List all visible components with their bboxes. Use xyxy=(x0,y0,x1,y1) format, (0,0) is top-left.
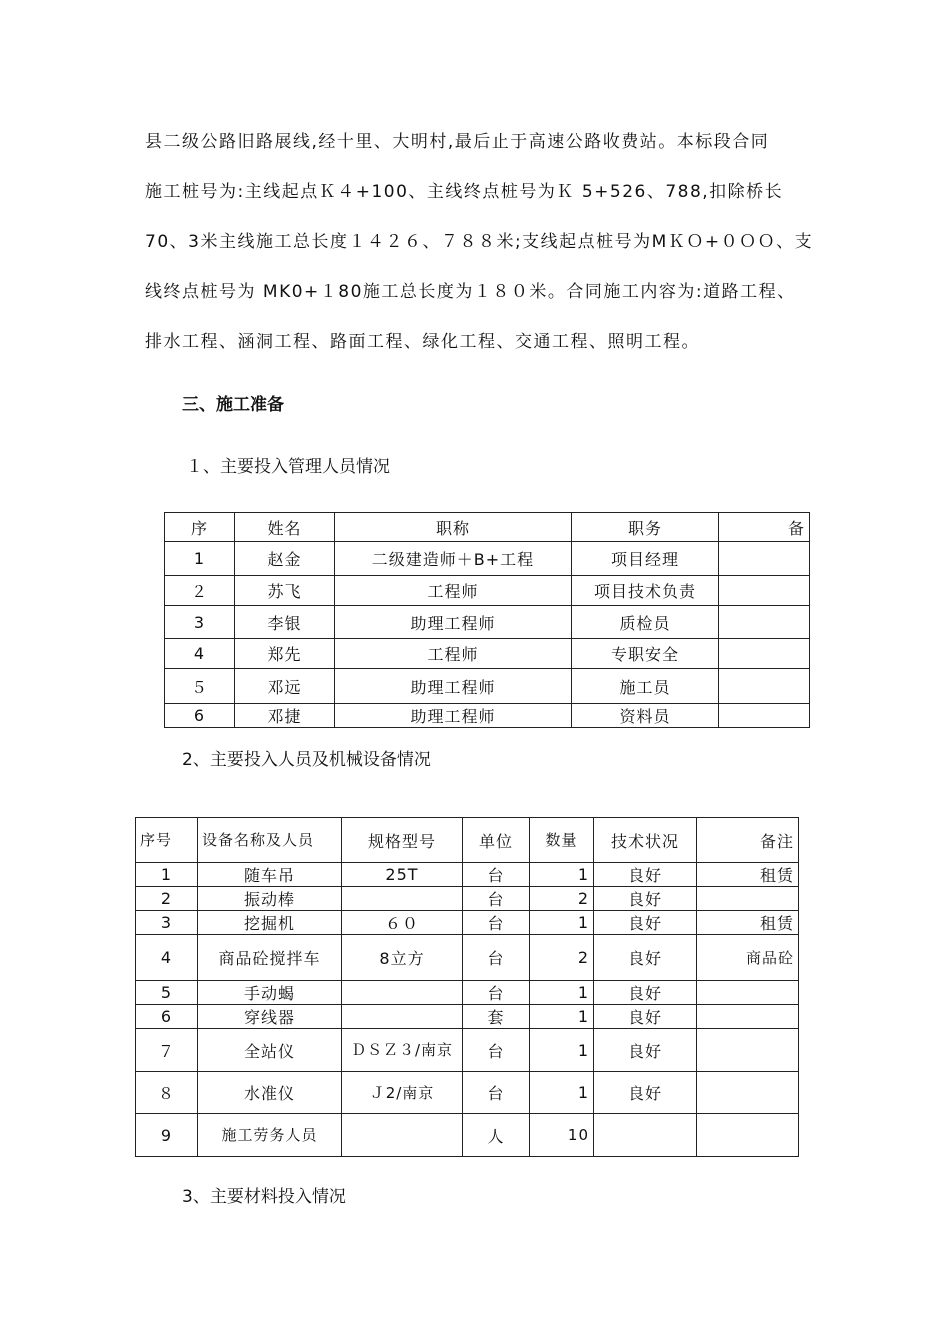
header-cell: 技术状况 xyxy=(594,818,697,863)
table-cell: 5 xyxy=(136,981,198,1005)
table-cell xyxy=(719,639,810,669)
table-cell: 10 xyxy=(530,1114,594,1157)
table-cell: 良好 xyxy=(594,981,697,1005)
table-cell: 套 xyxy=(463,1005,530,1029)
table-cell: 租赁 xyxy=(697,911,799,935)
table-cell: 台 xyxy=(463,1029,530,1072)
table-cell: 全站仪 xyxy=(198,1029,342,1072)
table-cell xyxy=(342,887,463,911)
table-cell xyxy=(697,1029,799,1072)
table-cell xyxy=(719,669,810,704)
table-cell xyxy=(719,606,810,639)
table-cell: 人 xyxy=(463,1114,530,1157)
table-row xyxy=(136,863,799,887)
table-cell: 良好 xyxy=(594,1005,697,1029)
table-row xyxy=(165,576,810,606)
table-cell: ６０ xyxy=(342,911,463,935)
table-cell: 良好 xyxy=(594,911,697,935)
table-cell: 台 xyxy=(463,887,530,911)
header-cell: 职称 xyxy=(335,513,572,542)
table-cell xyxy=(697,1005,799,1029)
table-cell: 良好 xyxy=(594,935,697,981)
table-cell: 项目技术负责 xyxy=(572,576,719,606)
header-cell: 规格型号 xyxy=(342,818,463,863)
table-cell: 2 xyxy=(530,887,594,911)
table-cell: 郑先 xyxy=(235,639,335,669)
subsection-heading-staff: １、主要投入管理人员情况 xyxy=(186,457,390,477)
header-cell: 序号 xyxy=(136,818,198,863)
table-cell: 良好 xyxy=(594,1029,697,1072)
table-cell: 工程师 xyxy=(335,576,572,606)
table-cell: 台 xyxy=(463,935,530,981)
table-cell xyxy=(342,1114,463,1157)
table-cell: 手动蝎 xyxy=(198,981,342,1005)
table-cell: 3 xyxy=(136,911,198,935)
table-row xyxy=(136,1029,799,1072)
table-cell: 商品砼 xyxy=(697,935,799,981)
table-row xyxy=(165,606,810,639)
table-cell: 租赁 xyxy=(697,863,799,887)
table-cell: 挖掘机 xyxy=(198,911,342,935)
table-cell: 助理工程师 xyxy=(335,669,572,704)
equipment-table xyxy=(135,817,799,1157)
table-cell: 1 xyxy=(530,911,594,935)
table-cell: 穿线器 xyxy=(198,1005,342,1029)
header-cell: 设备名称及人员 xyxy=(198,818,342,863)
table-cell: 1 xyxy=(530,1005,594,1029)
table-row xyxy=(165,669,810,704)
paragraph-line: 施工桩号为:主线起点Ｋ４+100、主线终点桩号为Ｋ 5+526、788,扣除桥长 xyxy=(145,182,784,202)
table-row xyxy=(136,1005,799,1029)
table-row xyxy=(165,639,810,669)
table-cell: 苏飞 xyxy=(235,576,335,606)
staff-table xyxy=(164,512,810,728)
table-cell: 1 xyxy=(136,863,198,887)
table-cell: 施工员 xyxy=(572,669,719,704)
table-header-row xyxy=(165,513,810,542)
header-cell: 数量 xyxy=(530,818,594,863)
table-cell: 6 xyxy=(165,704,235,728)
paragraph-line: 排水工程、涵洞工程、路面工程、绿化工程、交通工程、照明工程。 xyxy=(145,332,700,352)
table-cell: ＤＳＺ３/南京 xyxy=(342,1029,463,1072)
table-cell: 25T xyxy=(342,863,463,887)
header-cell: 姓名 xyxy=(235,513,335,542)
table-cell: 资料员 xyxy=(572,704,719,728)
table-row xyxy=(136,1114,799,1157)
table-header-row xyxy=(136,818,799,863)
table-cell: ８ xyxy=(136,1072,198,1114)
table-cell xyxy=(719,576,810,606)
table-cell xyxy=(719,704,810,728)
table-cell: 水准仪 xyxy=(198,1072,342,1114)
table-cell: 4 xyxy=(136,935,198,981)
table-cell xyxy=(697,981,799,1005)
table-cell: Ｊ2/南京 xyxy=(342,1072,463,1114)
paragraph-line: 县二级公路旧路展线,经十里、大明村,最后止于高速公路收费站。本标段合同 xyxy=(145,132,770,152)
header-cell: 备 xyxy=(719,513,810,542)
table-row xyxy=(136,981,799,1005)
table-cell xyxy=(697,1114,799,1157)
table-row xyxy=(136,911,799,935)
table-cell xyxy=(594,1114,697,1157)
paragraph-line: 70、3米主线施工总长度１４２６、７８８米;支线起点桩号为MＫＯ+０ＯＯ、支 xyxy=(145,232,814,252)
table-cell: 商品砼搅拌车 xyxy=(198,935,342,981)
table-cell xyxy=(342,981,463,1005)
table-cell: 1 xyxy=(530,981,594,1005)
table-row xyxy=(136,1072,799,1114)
table-row xyxy=(136,935,799,981)
table-cell: 助理工程师 xyxy=(335,606,572,639)
table-cell xyxy=(697,1072,799,1114)
table-cell: 3 xyxy=(165,606,235,639)
table-cell: 项目经理 xyxy=(572,542,719,576)
table-cell: 1 xyxy=(165,542,235,576)
table-cell: 台 xyxy=(463,911,530,935)
table-cell: 9 xyxy=(136,1114,198,1157)
header-cell: 单位 xyxy=(463,818,530,863)
header-cell: 备注 xyxy=(697,818,799,863)
table-cell: 良好 xyxy=(594,863,697,887)
table-cell: 邓远 xyxy=(235,669,335,704)
table-cell: 台 xyxy=(463,863,530,887)
table-cell: 邓捷 xyxy=(235,704,335,728)
table-cell: 6 xyxy=(136,1005,198,1029)
table-cell: 8立方 xyxy=(342,935,463,981)
table-cell: ７ xyxy=(136,1029,198,1072)
paragraph-line: 线终点桩号为 MK0+１80施工总长度为１８０米。合同施工内容为:道路工程、 xyxy=(145,282,796,302)
table-cell xyxy=(719,542,810,576)
table-cell: 1 xyxy=(530,863,594,887)
subsection-heading-materials: 3、主要材料投入情况 xyxy=(182,1187,346,1207)
table-row xyxy=(136,887,799,911)
header-cell: 职务 xyxy=(572,513,719,542)
table-cell: 施工劳务人员 xyxy=(198,1114,342,1157)
table-cell: ２ xyxy=(165,576,235,606)
header-cell: 序 xyxy=(165,513,235,542)
table-cell: 良好 xyxy=(594,1072,697,1114)
table-cell: 工程师 xyxy=(335,639,572,669)
table-cell: 专职安全 xyxy=(572,639,719,669)
table-cell: 2 xyxy=(530,935,594,981)
table-row xyxy=(165,704,810,728)
table-cell: 助理工程师 xyxy=(335,704,572,728)
table-cell xyxy=(342,1005,463,1029)
table-cell: 台 xyxy=(463,1072,530,1114)
table-cell: 李银 xyxy=(235,606,335,639)
table-cell: 赵金 xyxy=(235,542,335,576)
table-cell: 良好 xyxy=(594,887,697,911)
table-cell xyxy=(697,887,799,911)
table-cell: 4 xyxy=(165,639,235,669)
table-cell: 1 xyxy=(530,1029,594,1072)
table-cell: 2 xyxy=(136,887,198,911)
table-cell: 台 xyxy=(463,981,530,1005)
table-cell: 1 xyxy=(530,1072,594,1114)
table-cell: 二级建造师＋B+工程 xyxy=(335,542,572,576)
table-cell: ５ xyxy=(165,669,235,704)
table-row xyxy=(165,542,810,576)
table-cell: 质检员 xyxy=(572,606,719,639)
subsection-heading-equipment: 2、主要投入人员及机械设备情况 xyxy=(182,750,431,770)
table-cell: 振动棒 xyxy=(198,887,342,911)
section-heading: 三、施工准备 xyxy=(182,395,284,415)
table-cell: 随车吊 xyxy=(198,863,342,887)
